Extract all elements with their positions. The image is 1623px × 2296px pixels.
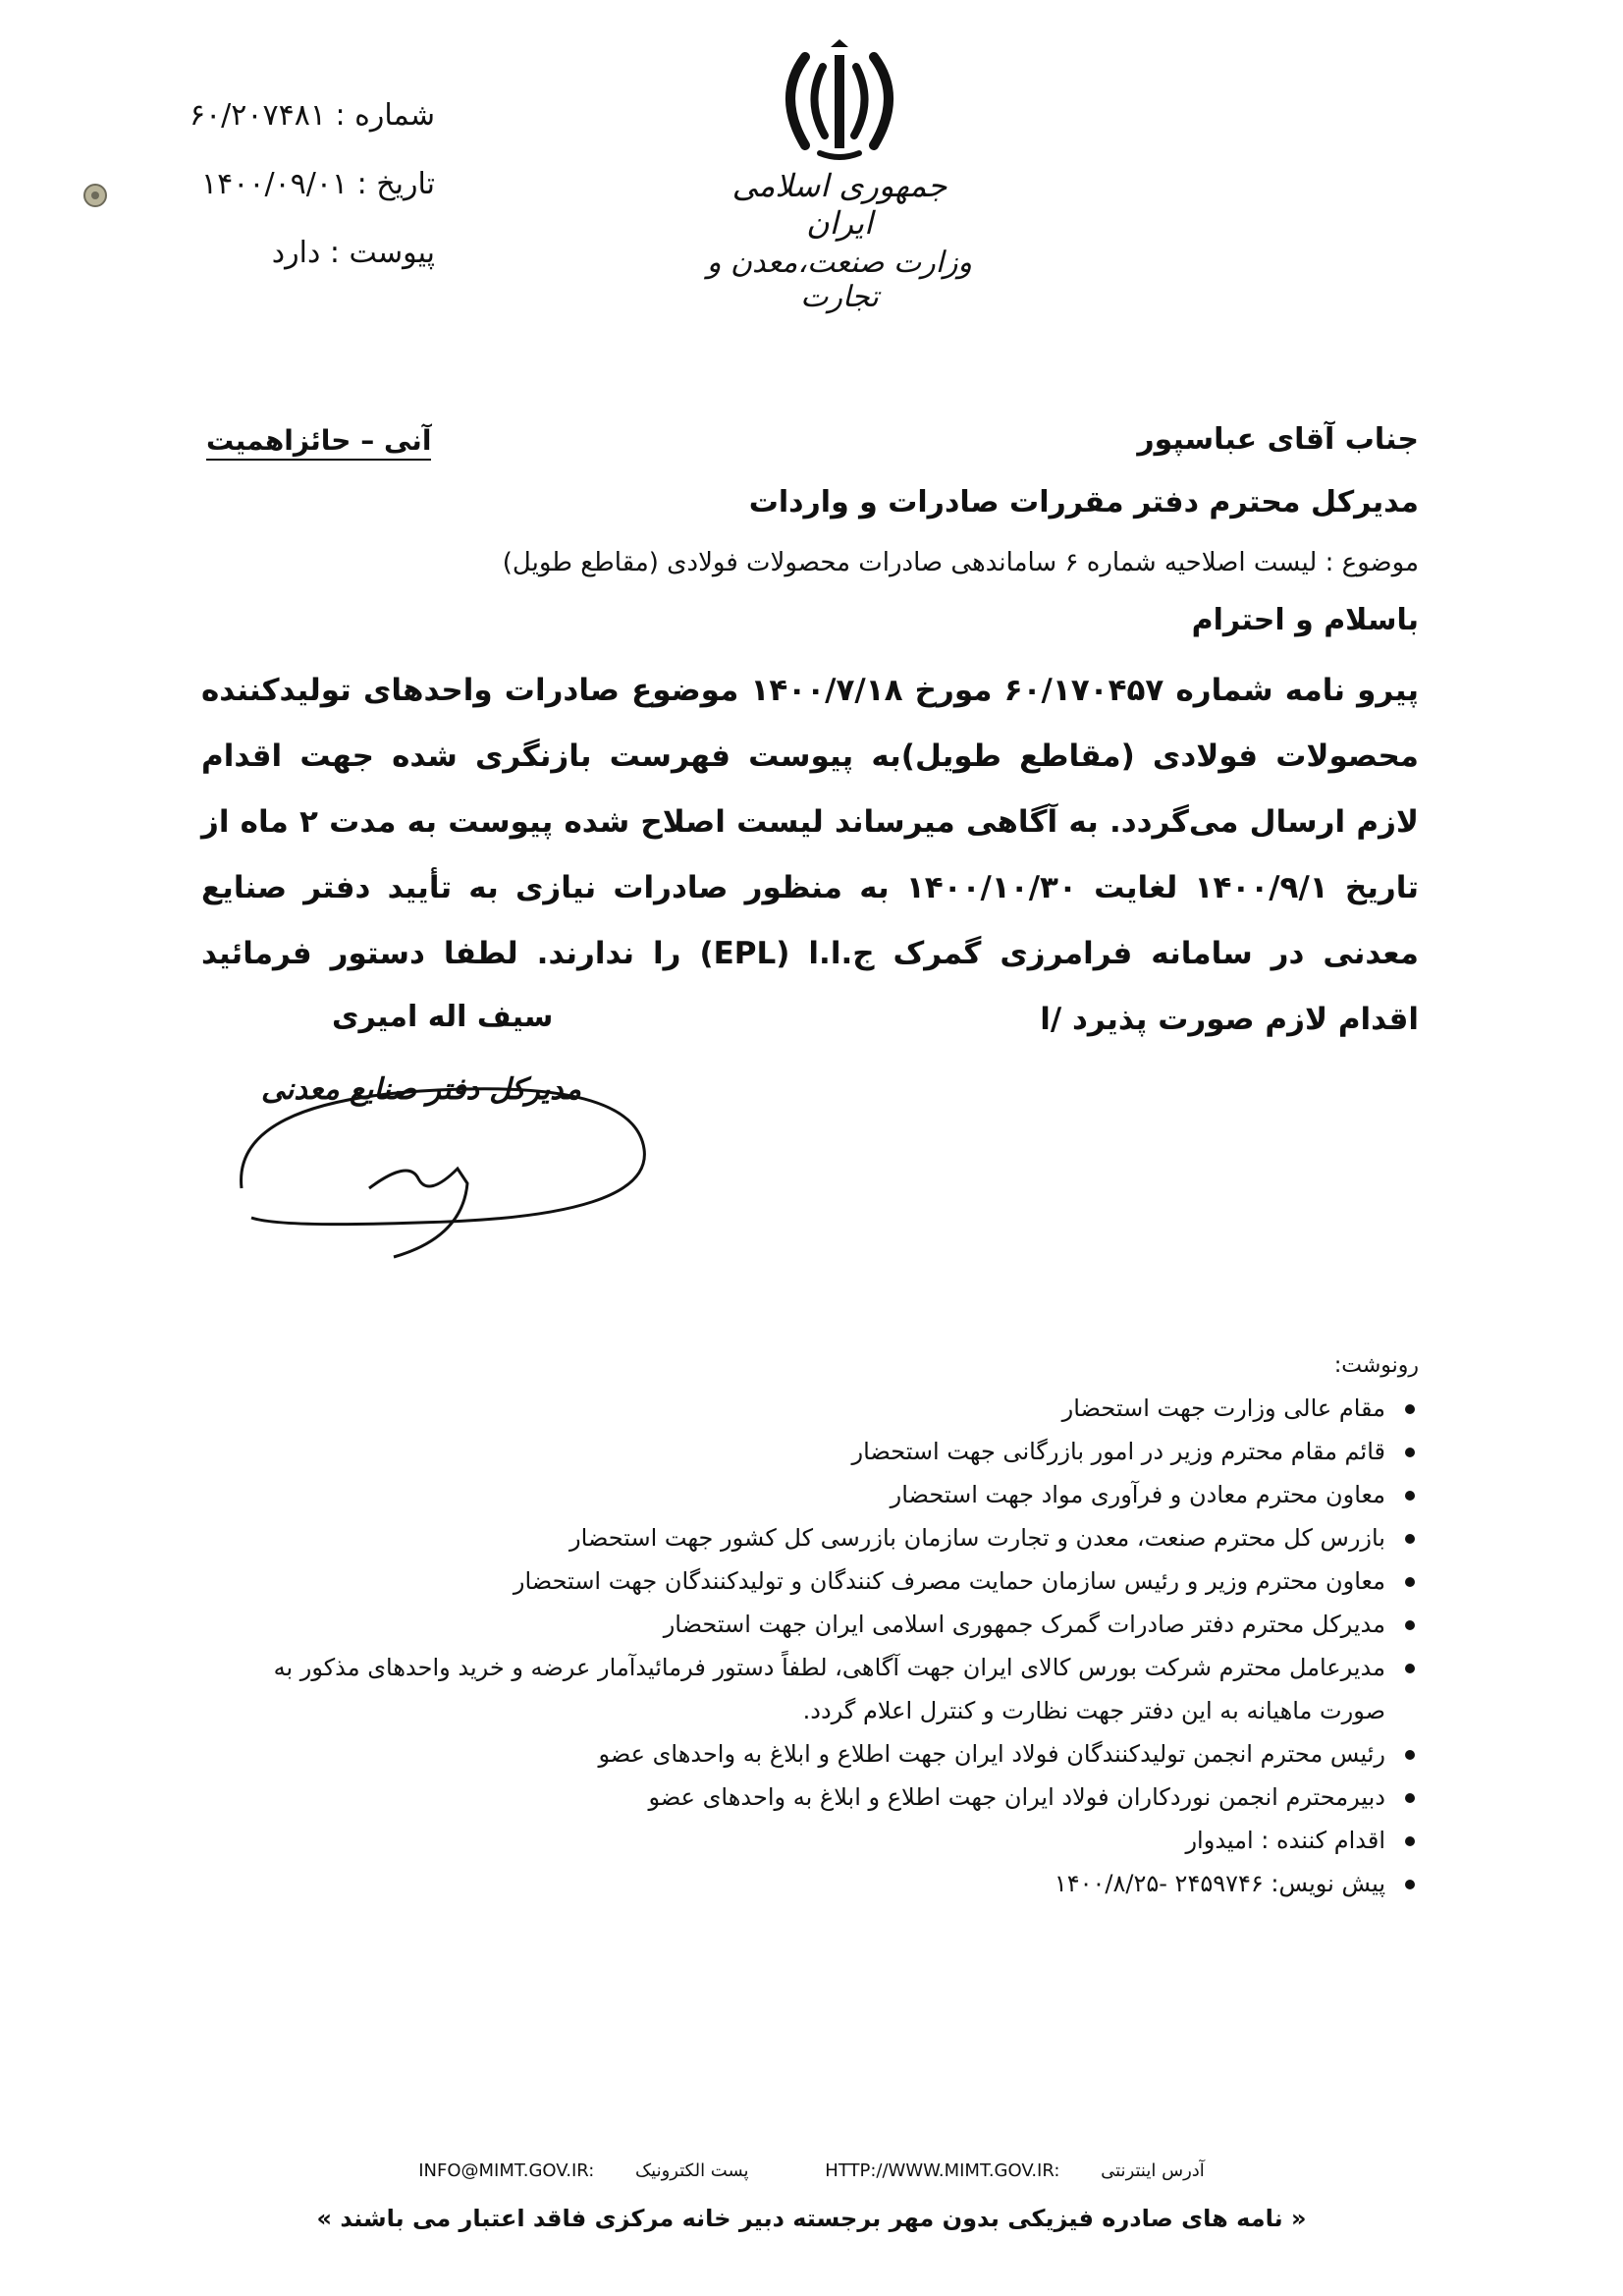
- cc-item: معاون محترم معادن و فرآوری مواد جهت استحضار: [227, 1473, 1385, 1516]
- letter-number: [189, 98, 435, 133]
- recipient-title: مدیرکل محترم دفتر مقررات صادرات و واردات: [748, 485, 1419, 519]
- subject-line: موضوع : لیست اصلاحیه شماره ۶ ساماندهی صادرات محصولات فولادی (مقاطع طویل): [502, 548, 1419, 577]
- cc-item: مقام عالی وزارت جهت استحضار: [227, 1387, 1385, 1430]
- footer-email-group: [401, 2160, 772, 2181]
- cc-list: [227, 1387, 1419, 1905]
- footer-website[interactable]: HTTP://WWW.MIMT.GOV.IR:: [825, 2160, 1060, 2181]
- cc-item: رئیس محترم انجمن تولیدکنندگان فولاد ایران جهت اطلاع و ابلاغ به واحدهای عضو: [227, 1732, 1385, 1776]
- cc-item: دبیرمحترم انجمن نوردکاران فولاد ایران جهت اطلاع و ابلاغ به واحدهای عضو: [227, 1776, 1385, 1819]
- letter-attachment-label: پیوست :: [329, 236, 435, 270]
- ministry-name: وزارت صنعت،معدن و تجارت: [706, 246, 973, 314]
- cc-item: قائم مقام محترم وزیر در امور بازرگانی جهت استحضار: [227, 1430, 1385, 1473]
- footer-email-label: پست الکترونیک: [635, 2160, 749, 2181]
- signatory-name: سیف اله امیری: [332, 1000, 554, 1034]
- seal-dot-icon: [82, 183, 108, 208]
- letter-date-value: ۱۴۰۰/۰۹/۰۱: [200, 167, 349, 201]
- footer-email[interactable]: INFO@MIMT.GOV.IR:: [418, 2160, 595, 2181]
- letter-attachment-value: دارد: [271, 236, 321, 270]
- footer-note: « نامه های صادره فیزیکی بدون مهر برجسته دبیر خانه مرکزی فاقد اعتبار می باشند »: [316, 2205, 1307, 2232]
- handwritten-signature-icon: [222, 1070, 654, 1267]
- cc-item: اقدام کننده : امیدوار: [227, 1819, 1385, 1862]
- letter-body: پیرو نامه شماره ۶۰/۱۷۰۴۵۷ مورخ ۱۴۰۰/۷/۱۸ موضوع صادرات واحدهای تولیدکننده محصولات فولادی (مقاطع طویل)به پیوست فهرست بازنگری شده جهت اقدام لازم ارسال می‌گردد. به آگاهی میرساند لیست اصلاح شده پیوست به مدت ۲ ماه از تاریخ ۱۴۰۰/۹/۱ لغایت ۱۴۰۰/۱۰/۳۰ به منظور صادرات نیازی به تأیید دفتر صنایع معدنی در سامانه فرامرزی گمرک ج.ا.ا (EPL) را ندارند. لطفا دستور فرمائید اقدام لازم صورت پذیرد /ا: [201, 673, 1420, 1037]
- cc-item: بازرس کل محترم صنعت، معدن و تجارت سازمان بازرسی کل کشور جهت استحضار: [227, 1516, 1385, 1559]
- footer-website-label: آدرس اینترنتی: [1101, 2160, 1205, 2181]
- recipient-name: جناب آقای عباسپور: [1137, 422, 1419, 457]
- letter-date: [201, 167, 435, 201]
- signatory-title: مدیرکل دفتر صنایع معدنی: [261, 1072, 581, 1107]
- emblem-icon: [766, 37, 913, 165]
- letter-number-label: شماره :: [335, 98, 435, 133]
- cc-item: مدیرعامل محترم شرکت بورس کالای ایران جهت آگاهی، لطفاً دستور فرمائیدآمار عرضه و خرید واحدهای مذکور به صورت ماهیانه به این دفتر جهت نظارت و کنترل اعلام گردد.: [227, 1646, 1385, 1732]
- government-name: جمهوری اسلامی ایران: [731, 167, 947, 242]
- cc-item: معاون محترم وزیر و رئیس سازمان حمایت مصرف کنندگان و تولیدکنندگان جهت استحضار: [227, 1559, 1385, 1603]
- footer-website-group: [807, 2160, 1222, 2181]
- priority-label: آنی – حائزاهمیت: [206, 424, 431, 461]
- cc-item: مدیرکل محترم دفتر صادرات گمرک جمهوری اسلامی ایران جهت استحضار: [227, 1603, 1385, 1646]
- footer-contact: [0, 2160, 1623, 2181]
- cc-title: رونوشت:: [1333, 1353, 1419, 1378]
- cc-item: پیش نویس: ۲۴۵۹۷۴۶ -۱۴۰۰/۸/۲۵: [227, 1862, 1385, 1905]
- greeting: باسلام و احترام: [1191, 603, 1419, 637]
- letter-number-value: ۶۰/۲۰۷۴۸۱: [189, 98, 326, 133]
- letter-attachment: [272, 236, 435, 270]
- letter-date-label: تاریخ :: [356, 167, 435, 201]
